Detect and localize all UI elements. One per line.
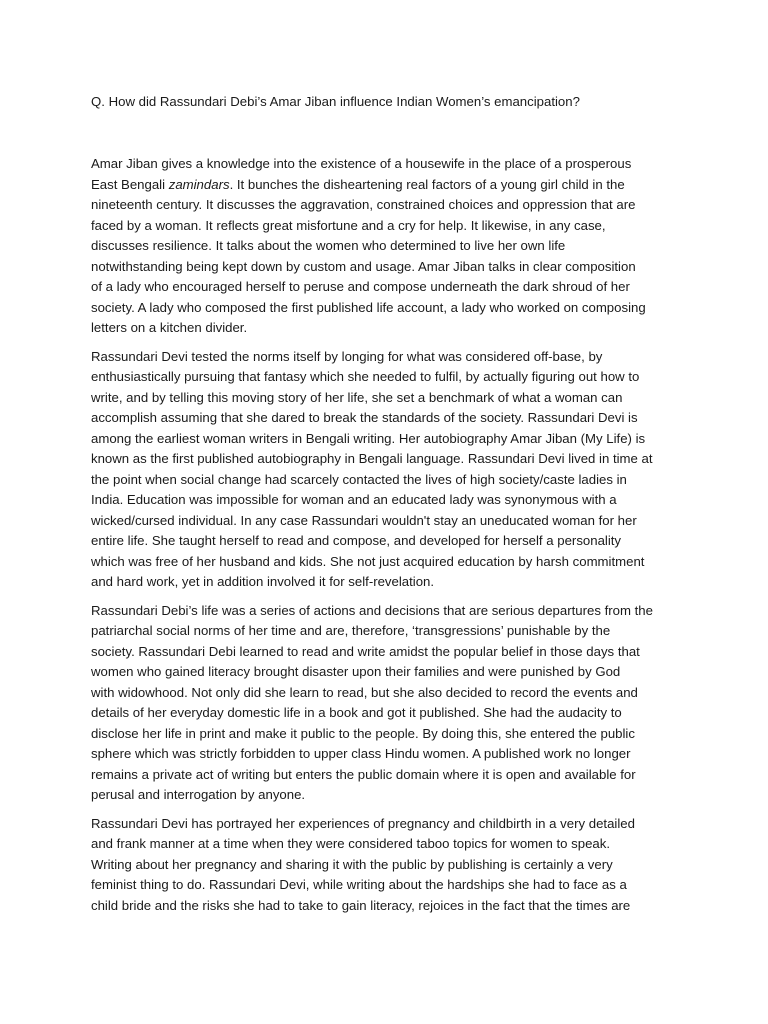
paragraph-2: Rassundari Devi tested the norms itself by longing for what was considered off-base, by enthusiastically pursuing that fantasy which she needed to fulfil, by actually figuring out how to write, and by telling this moving story of her life, she set a benchmark of what a woman can accomplish assuming that she dared to break the standards of the society. Rassundari Devi is among the earliest woman writers in Bengali writing. Her autobiography Amar Jiban (My Life) is known as the first published autobiography in Bengali language. Rassundari Devi lived in time at the point when social change had scarcely contacted the lives of high society/caste ladies in India. Education was impossible for woman and an educated lady was synonymous with a wicked/cursed individual. In any case Rassundari wouldn't stay an uneducated woman for her entire life. She taught herself to read and compose, and developed for herself a personality which was free of her husband and kids. She not just acquired education by harsh commitment and hard work, yet in addition involved it for self-revelation.	[91, 348, 653, 589]
paragraph-3: Rassundari Debi’s life was a series of actions and decisions that are serious departures from the patriarchal social norms of her time and are, therefore, ‘transgressions’ punishable by the society. Rassundari Debi learned to read and write amidst the popular belief in those days that women who gained literacy brought disaster upon their families and were punished by God with widowhood. Not only did she learn to read, but she also decided to record the events and details of her everyday domestic life in a book and got it published. She had the audacity to disclose her life in print and make it public to the people. By doing this, she entered the public sphere which was strictly forbidden to upper class Hindu women. A published work no longer remains a private act of writing but enters the public domain where it is open and available for perusal and interrogation by anyone.	[91, 602, 653, 802]
paragraph-1-part-1: Amar Jiban gives a knowledge into the existence of a housewife in the place of a prosperous East Bengali	[91, 156, 632, 192]
paragraph-1-part-2: . It bunches the disheartening real factors of a young girl child in the nineteenth century. It discusses the aggravation, constrained choices and oppression that are faced by a woman. It reflects great misfortune and a cry for help. It likewise, in any case, discusses resilience. It talks about the women who determined to live her own life notwithstanding being kept down by custom and usage. Amar Jiban talks in clear composition of a lady who encouraged herself to peruse and compose underneath the dark shroud of her society. A lady who composed the first published life account, a lady who worked on composing letters on a kitchen divider.	[91, 176, 646, 335]
paragraph-1	[91, 154, 683, 339]
document-body	[91, 154, 683, 924]
question-heading: Q. How did Rassundari Debi’s Amar Jiban influence Indian Women’s emancipation?	[91, 94, 580, 109]
paragraph-4: Rassundari Devi has portrayed her experiences of pregnancy and childbirth in a very detailed and frank manner at a time when they were considered taboo topics for women to speak. Writing about her pregnancy and sharing it with the public by publishing is certainly a very feminist thing to do. Rassundari Devi, while writing about the hardships she had to face as a child bride and the risks she had to take to gain literacy, rejoices in the fact that the times are	[91, 815, 635, 913]
paragraph-1-italic-term: zamindars	[168, 176, 230, 192]
